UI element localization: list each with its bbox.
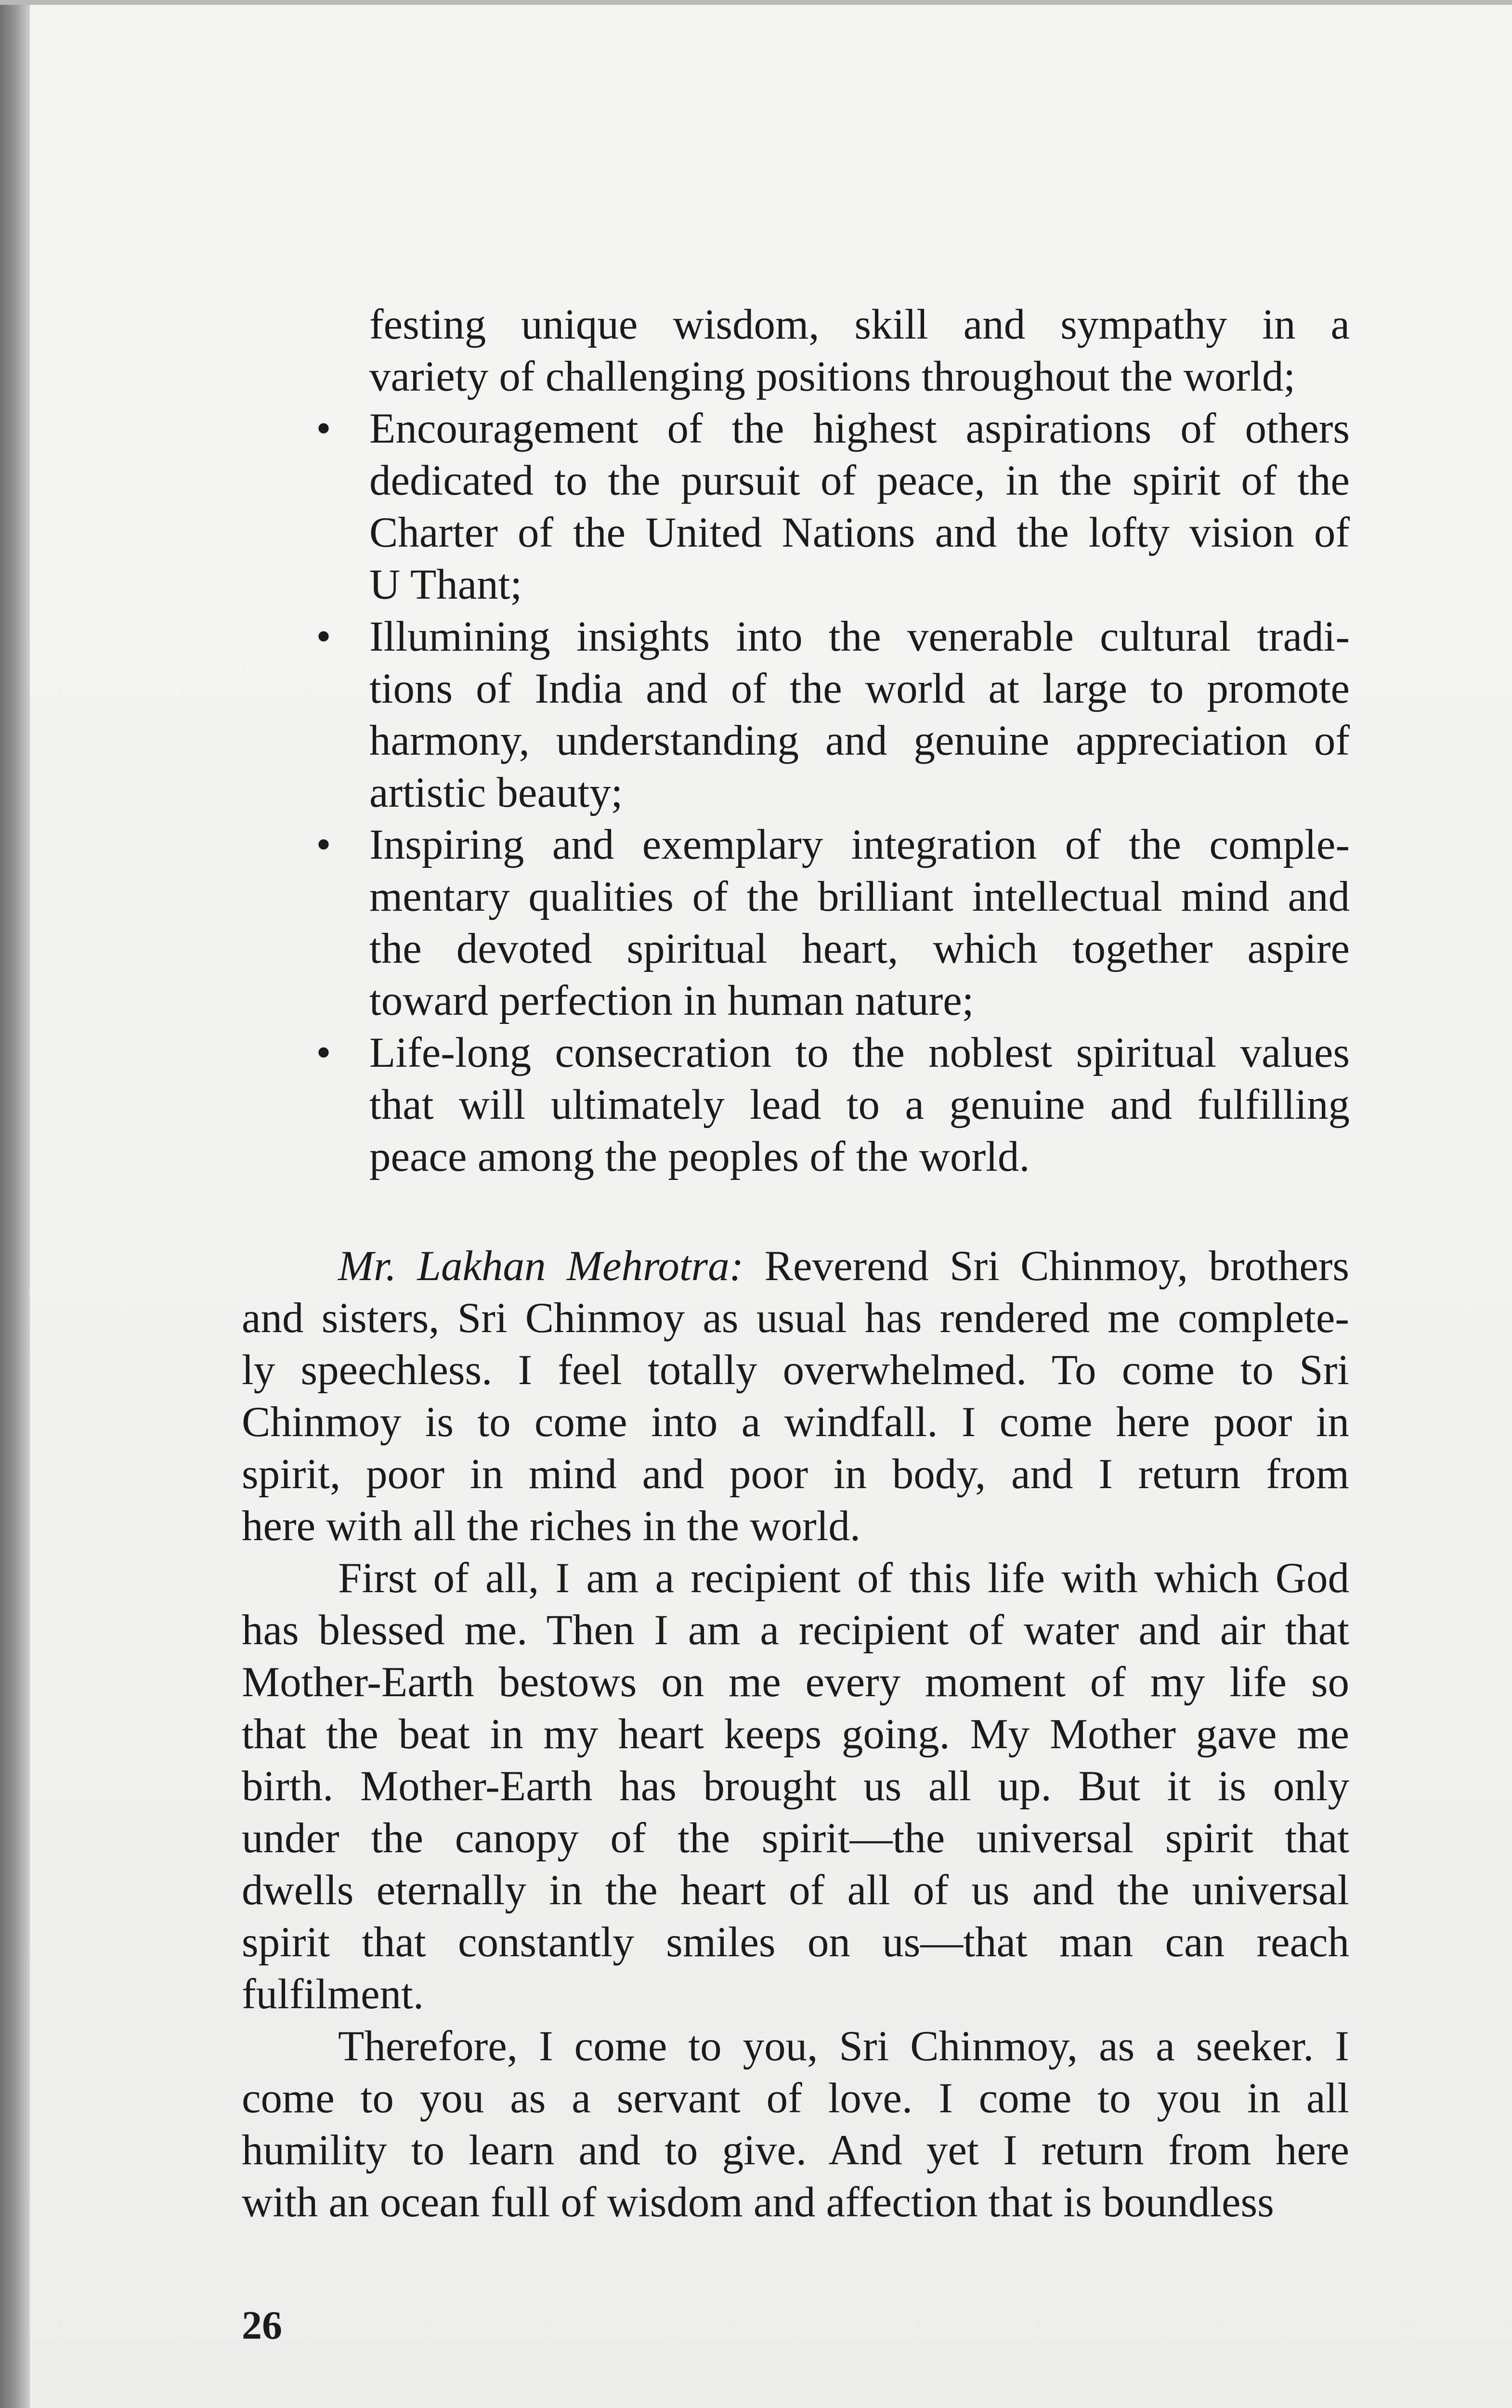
bullet-marker: • (316, 1029, 331, 1076)
speech-line: birth. Mother-Earth has brought us all up. But it is only (242, 1763, 1349, 1810)
bullet-line: Illumining insights into the venerable cultural tradi- (369, 613, 1350, 660)
speech-line: humility to learn and to give. And yet I return from here (242, 2127, 1349, 2174)
speech-line: First of all, I am a recipient of this life with which God (338, 1555, 1349, 1602)
speech-line: dwells eternally in the heart of all of us and the universal (242, 1867, 1349, 1914)
speech-line: spirit that constantly smiles on us—that man can reach (242, 1919, 1349, 1966)
speech-line: spirit, poor in mind and poor in body, and I return from (242, 1451, 1349, 1498)
speech-line: that the beat in my heart keeps going. My Mother gave me (242, 1711, 1349, 1758)
bullet-marker: • (316, 405, 331, 452)
bullet-line: U Thant; (369, 561, 522, 608)
bullet-marker: • (316, 821, 331, 868)
speaker-name: Mr. Lakhan Mehrotra: (338, 1243, 744, 1290)
bullet-line: dedicated to the pursuit of peace, in the spirit of the (369, 457, 1350, 504)
bullet-line: mentary qualities of the brilliant intellectual mind and (369, 873, 1350, 920)
speech-line: and sisters, Sri Chinmoy as usual has rendered me complete- (242, 1295, 1349, 1342)
speech-line: Chinmoy is to come into a windfall. I come here poor in (242, 1399, 1349, 1446)
bullet-line: toward perfection in human nature; (369, 977, 974, 1024)
speech-line: come to you as a servant of love. I come to you in all (242, 2075, 1349, 2122)
bullet-line: Life-long consecration to the noblest spiritual values (369, 1029, 1350, 1076)
bullet-line: variety of challenging positions throughout the world; (369, 353, 1296, 400)
bullet-line: festing unique wisdom, skill and sympathy in a (369, 301, 1350, 348)
speech-line: fulfilment. (242, 1971, 424, 2018)
bullet-line: artistic beauty; (369, 769, 623, 816)
speech-line-text: Reverend Sri Chinmoy, brothers (743, 1243, 1349, 1290)
speech-line: Therefore, I come to you, Sri Chinmoy, as a seeker. I (338, 2023, 1349, 2070)
book-page (30, 5, 1512, 2408)
speech-line: under the canopy of the spirit—the universal spirit that (242, 1815, 1349, 1862)
bullet-line: Charter of the United Nations and the lofty vision of (369, 509, 1350, 556)
speech-line: ly speechless. I feel totally overwhelmed. To come to Sri (242, 1347, 1349, 1394)
page-number: 26 (242, 2303, 282, 2348)
speech-line: here with all the riches in the world. (242, 1503, 861, 1550)
scan-top-edge (0, 0, 1512, 5)
bullet-line: tions of India and of the world at large to promote (369, 665, 1350, 712)
bullet-line: the devoted spiritual heart, which together aspire (369, 925, 1350, 972)
scan-shadow-edge (0, 0, 30, 2408)
speech-line: has blessed me. Then I am a recipient of water and air that (242, 1607, 1349, 1654)
bullet-line: peace among the peoples of the world. (369, 1133, 1030, 1180)
speech-line: with an ocean full of wisdom and affection that is boundless (242, 2179, 1274, 2226)
bullet-marker: • (316, 613, 331, 660)
speech-line: Mother-Earth bestows on me every moment of my life so (242, 1659, 1349, 1706)
bullet-line: Inspiring and exemplary integration of the comple- (369, 821, 1350, 868)
bullet-line: Encouragement of the highest aspirations of others (369, 405, 1350, 452)
bullet-line: that will ultimately lead to a genuine and fulfilling (369, 1081, 1350, 1128)
bullet-line: harmony, understanding and genuine appreciation of (369, 717, 1350, 764)
speech-first-line (338, 1240, 1349, 1292)
